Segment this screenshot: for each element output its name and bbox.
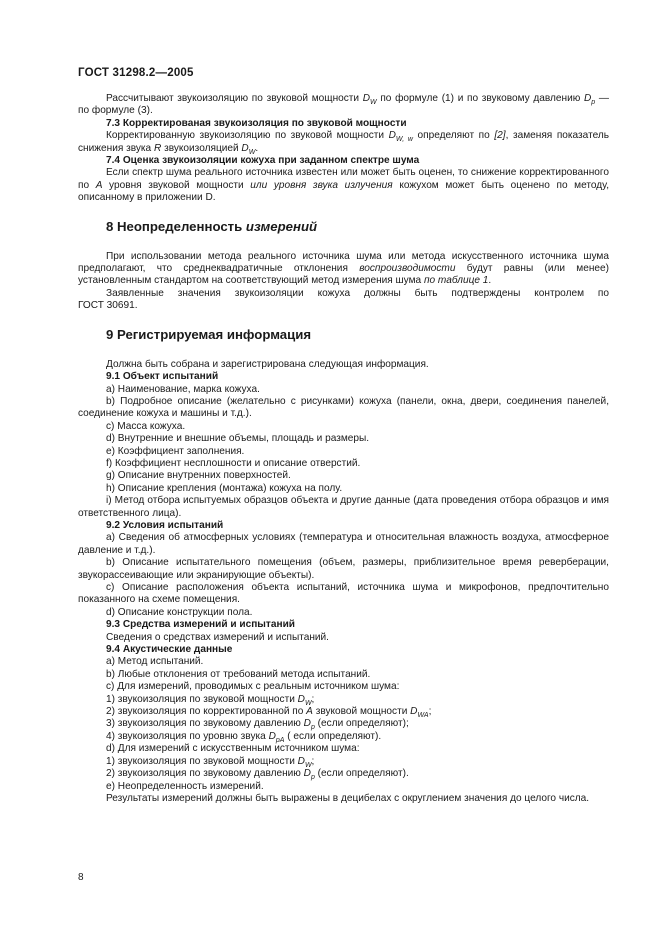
paragraph: b) Описание испытательного помещения (объем, размеры, приблизительное время реверберации, звукорассеивающие или экранирующие объекты). (78, 557, 609, 581)
paragraph: При использовании метода реального источника шума или метода искусственного источника шума предполагают, что среднеквадратичные отклонения воспроизводимости будут равны (или менее) установленным стандартом на соответствующий метод измерения шума по таблице 1. (78, 250, 609, 287)
subsection-heading: 7.3 Корректированая звукоизоляция по звуковой мощности (106, 117, 407, 129)
paragraph: c) Масса кожуха. (106, 420, 186, 432)
spacer (78, 343, 609, 359)
paragraph: g) Описание внутренних поверхностей. (106, 470, 291, 482)
paragraph: 2) звукоизоляция по корректированной по A звуковой мощности $D_{WA}$; (106, 706, 432, 720)
subsection-heading: 9.3 Средства измерений и испытаний (106, 619, 295, 631)
paragraph: 4) звукоизоляция по уровню звука $D_{pA}$ ( если определяют). (106, 730, 382, 744)
paragraph: e) Неопределенность измерений. (106, 780, 264, 792)
paragraph: Рассчитывают звукоизоляцию по звуковой мощности $D_W$ по формуле (1) и по звуковому давлению $D_p$ — по формуле (3). (78, 93, 609, 117)
paragraph: b) Любые отклонения от требований метода испытаний. (106, 668, 371, 680)
paragraph: Если спектр шума реального источника известен или может быть оценен, то снижение корректированного по A уровня звуковой мощности или уровня звука излучения кожухом может быть оценено по методу, описанному в приложении D. (78, 167, 610, 204)
paragraph: c) Описание расположения объекта испытаний, источника шума и микрофонов, предпочтительно показанного на схеме помещения. (78, 582, 609, 606)
paragraph: c) Для измерений, проводимых с реальным источником шума: (106, 681, 400, 693)
subsection-heading: 7.4 Оценка звукоизоляции кожуха при заданном спектре шума (106, 155, 420, 167)
page-number: 8 (78, 872, 84, 883)
subsection-heading: 9.4 Акустические данные (106, 644, 233, 656)
paragraph: а) Сведения об атмосферных условиях (температура и относительная влажность воздуха, атмосферное давление и т.д.). (78, 532, 609, 556)
subsection-heading: 9.1 Объект испытаний (106, 371, 219, 383)
spacer (78, 205, 609, 219)
paragraph: f) Коэффициент несплошности и описание отверстий. (106, 457, 361, 469)
spacer (78, 235, 609, 251)
paragraph: h) Описание крепления (монтажа) кожуха на полу. (106, 482, 343, 494)
subsection-heading: 9.2 Условия испытаний (106, 519, 224, 531)
paragraph: Должна быть собрана и зарегистрирована следующая информация. (106, 358, 429, 370)
section-heading: 8 Неопределенность измерений (106, 218, 318, 234)
document-body (78, 93, 609, 805)
paragraph: 1) звукоизоляция по звуковой мощности $D_W$; (106, 693, 315, 707)
paragraph: а) Наименование, марка кожуха. (106, 383, 260, 395)
paragraph: 2) звукоизоляция по звуковому давлению $D_p$ (если определяют). (106, 768, 409, 782)
paragraph: ГОСТ 30691. (78, 300, 138, 312)
paragraph: e) Коэффициент заполнения. (106, 445, 245, 457)
section-heading: 9 Регистрируемая информация (106, 326, 312, 342)
paragraph: d) Для измерений с искусственным источником шума: (106, 743, 360, 755)
paragraph: 1) звукоизоляция по звуковой мощности $D_W$; (106, 755, 315, 769)
paragraph: 3) звукоизоляция по звуковому давлению $D_p$ (если определяют); (106, 718, 409, 732)
paragraph: i) Метод отбора испытуемых образцов объекта и другие данные (дата проведения отбора образцов и имя ответственного лица). (78, 495, 609, 519)
paragraph: Результаты измерений должны быть выражены в децибелах с округлением значения до целого числа. (106, 792, 590, 804)
paragraph: d) Описание конструкции пола. (106, 606, 253, 618)
paragraph: Сведения о средствах измерений и испытаний. (106, 631, 329, 643)
paragraph: d) Внутренние и внешние объемы, площадь и размеры. (106, 433, 370, 445)
standard-header: ГОСТ 31298.2—2005 (78, 67, 194, 79)
paragraph: b) Подробное описание (желательно с рисунками) кожуха (панели, окна, двери, соединения панелей, соединение кожуха и машины и т.д.). (78, 395, 609, 420)
paragraph: а) Метод испытаний. (106, 656, 204, 668)
paragraph: Заявленные значения звукоизоляции кожуха должны быть подтверждены контролем по (106, 287, 609, 299)
paragraph: Корректированную звукоизоляцию по звуковой мощности $D_{W, w}$ определяют по [2], заменяя показатель снижения звука R звукоизоляцией $D_W$. (78, 130, 610, 156)
spacer (78, 313, 609, 327)
